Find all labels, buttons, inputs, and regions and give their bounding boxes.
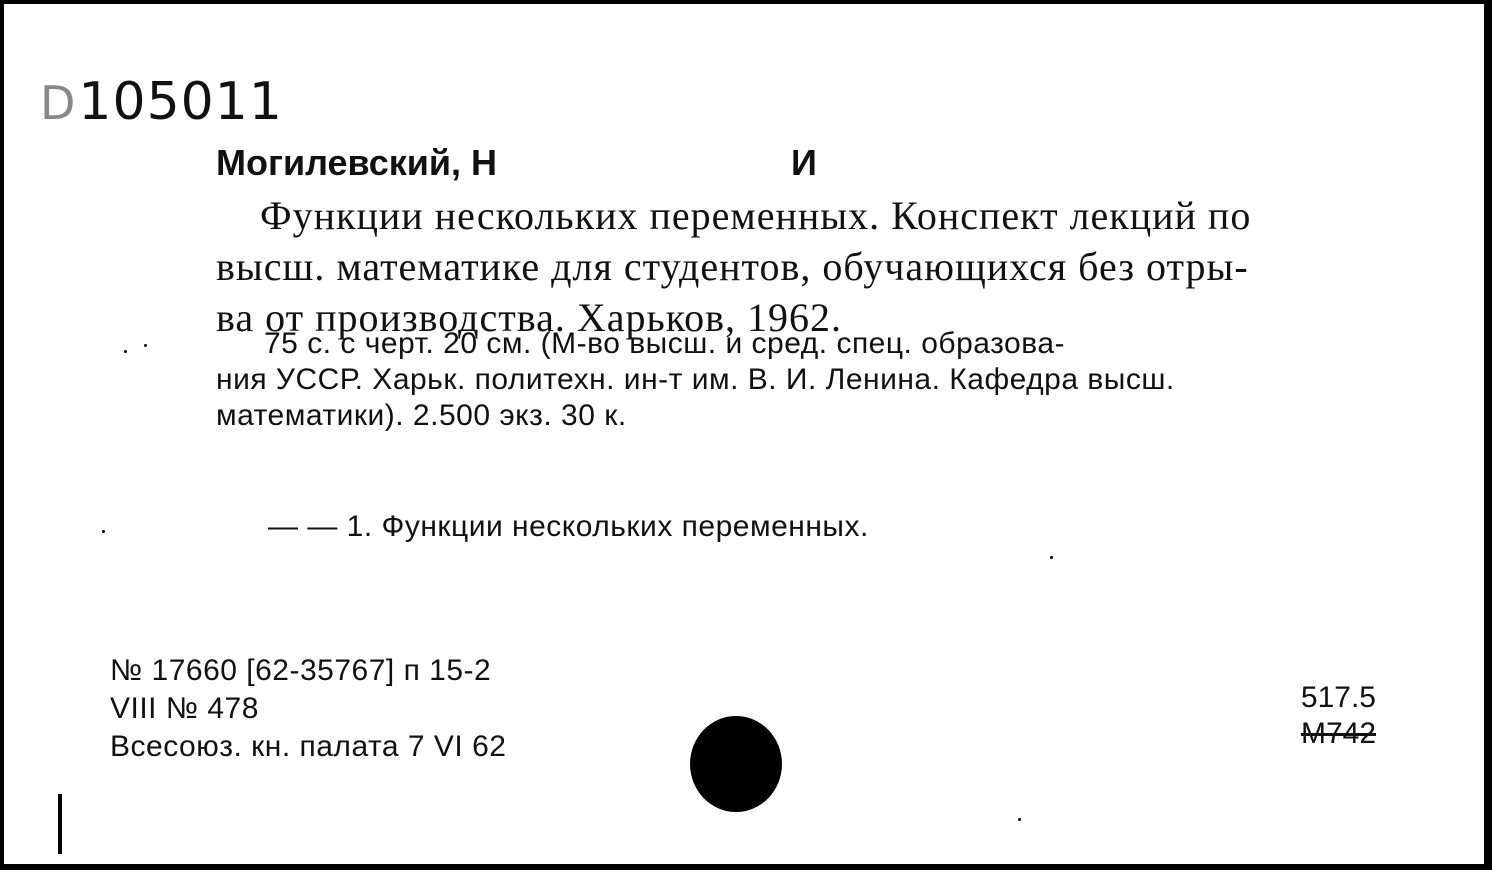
accession-stamp — [40, 72, 283, 132]
stamp-prefix: D — [40, 76, 77, 130]
description-line: 75 с. с черт. 20 см. (М-во высш. и сред. спец. образова- — [264, 327, 1065, 360]
cutter-number: M742 — [1300, 717, 1376, 750]
description-line: ния УССР. Харьк. политехн. ин-т им. В. И. Ленина. Кафедра высш. — [216, 363, 1175, 396]
title-line: ва от производства. Харьков, 1962. — [216, 295, 843, 340]
speck-mark — [1018, 818, 1021, 821]
catalog-line: VIII № 478 — [110, 692, 259, 725]
catalog-line: Всесоюз. кн. палата 7 VI 62 — [110, 730, 507, 763]
subject-heading: — — 1. Функции нескольких переменных. — [268, 510, 869, 543]
title-statement — [216, 190, 1386, 343]
classification-block — [1301, 680, 1376, 752]
author-second-initial: И — [791, 142, 817, 183]
classification-number: 517.5 — [1300, 681, 1376, 714]
title-line: высш. математике для студентов, обучающихся без отры- — [216, 244, 1249, 289]
title-line: Функции нескольких переменных. Конспект лекций по — [260, 193, 1252, 238]
stamp-number: 105011 — [78, 72, 283, 132]
physical-description — [216, 326, 1386, 434]
description-line: математики). 2.500 экз. 30 к. — [216, 399, 627, 432]
speck-mark — [124, 350, 127, 353]
punch-hole — [690, 716, 782, 812]
speck-mark — [1050, 556, 1053, 559]
catalog-info — [110, 652, 506, 766]
speck-mark — [144, 344, 147, 347]
speck-mark — [102, 530, 105, 533]
catalog-line: № 17660 [62-35767] п 15-2 — [110, 654, 492, 687]
binding-mark — [58, 794, 62, 854]
author-heading — [216, 142, 817, 184]
author-name: Могилевский, Н — [216, 142, 498, 183]
